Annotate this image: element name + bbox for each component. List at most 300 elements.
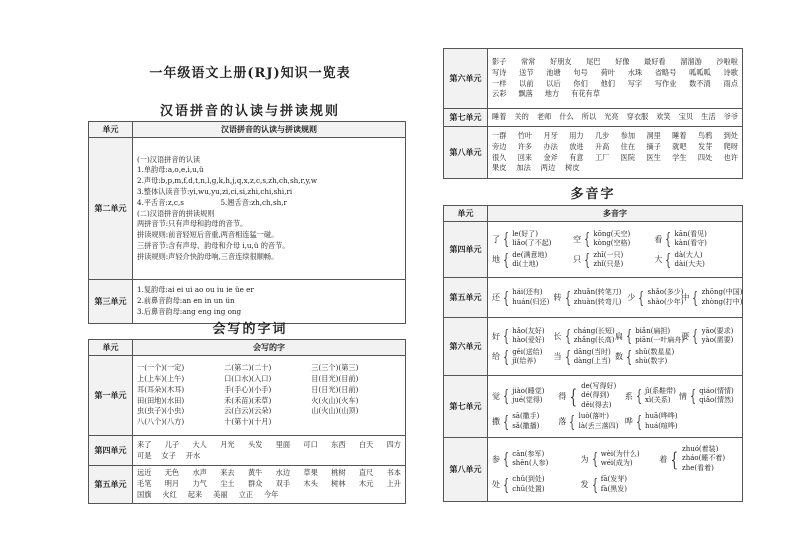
polyphone-entry — [654, 251, 735, 270]
polyphone-entry — [681, 287, 743, 307]
polyphone-char: 哗 — [624, 417, 633, 427]
word: 头发 — [247, 439, 263, 449]
reading: cān(参军) — [512, 449, 545, 458]
text-line: 两拼音节:只有声母和韵母的音节。 — [137, 219, 248, 229]
polyphone-char: 中 — [681, 293, 690, 302]
word: 月光 — [220, 439, 235, 449]
polyphone-char: 为 — [580, 454, 589, 464]
brace-icon: { — [689, 386, 697, 406]
word: 月牙 — [543, 130, 558, 140]
word: 禾(禾苗)(禾草) — [224, 395, 272, 405]
word: 影子 — [492, 56, 507, 66]
table-header — [444, 206, 743, 222]
reading: dà(大人) — [674, 250, 703, 259]
reading: shù(数字) — [635, 356, 668, 365]
word-row — [137, 468, 401, 479]
polyphone-entry — [492, 327, 554, 346]
word: 一样 — [492, 78, 507, 88]
table-row — [444, 109, 743, 127]
word: 四处 — [697, 152, 713, 162]
reading: kòng(空格) — [593, 239, 631, 248]
word: 二(第二)(二十) — [224, 363, 272, 373]
polyphone-char: 情 — [678, 391, 687, 401]
brace-icon: { — [564, 326, 571, 346]
word: 女子 — [161, 450, 176, 460]
reading: cháng(长短) — [573, 326, 615, 335]
unit-label: 第四单元 — [444, 222, 488, 278]
reading: jì(系鞋带) — [645, 386, 676, 395]
text-line: (二)汉语拼音的拼读规则 — [137, 208, 215, 218]
write-section-title: 会写的字词 — [212, 322, 288, 337]
polyphone-entry — [492, 382, 558, 410]
word: 国旗 — [137, 489, 152, 499]
column-header: 单元 — [89, 340, 133, 356]
word: 耳(耳朵)(木耳) — [137, 384, 185, 394]
word: 溜溜游 — [680, 56, 702, 66]
polyphone-unit7 — [488, 376, 743, 438]
pinyin-rules-unit2 — [133, 138, 406, 280]
word: 明月 — [164, 479, 180, 489]
polyphone-char: 空 — [573, 234, 582, 244]
word: 尾巴 — [586, 56, 601, 66]
polyphone-entry — [492, 348, 554, 367]
reading: shǎo(多少) — [647, 288, 684, 297]
word-row — [492, 68, 738, 79]
brace-icon: { — [503, 249, 510, 269]
polyphone-char: 着 — [659, 454, 668, 464]
word: 黄牛 — [247, 468, 263, 478]
unit-label: 第八单元 — [444, 127, 488, 179]
word: 常常 — [520, 56, 536, 66]
word: 起来 — [187, 489, 203, 499]
table-header — [89, 340, 406, 356]
write-table-continued — [443, 48, 743, 179]
word-row — [492, 112, 738, 123]
word: 以前 — [519, 78, 534, 88]
word: 旁边 — [492, 141, 507, 151]
word: 洞里 — [646, 130, 661, 140]
unit-label: 第六单元 — [444, 49, 488, 109]
reading: kàn(看守) — [674, 239, 707, 248]
reading: sǎ(撒播) — [512, 421, 540, 430]
unit-label: 第一单元 — [89, 356, 133, 436]
brace-icon: { — [626, 326, 633, 346]
word: 放进 — [569, 141, 584, 151]
reading: huán(归还) — [512, 297, 550, 306]
word: 到处 — [723, 130, 738, 140]
reading: dé(得到) — [581, 391, 610, 400]
reading: de(写得好) — [581, 381, 617, 390]
reading: biǎn(扁担) — [635, 326, 671, 335]
polyphone-char: 给 — [492, 352, 500, 362]
word-row — [137, 374, 401, 385]
word: 老师 — [536, 112, 552, 122]
word: 睡着 — [672, 130, 687, 140]
word: 生活 — [701, 112, 716, 122]
reading: zhǎng(长高) — [573, 336, 615, 345]
word: 果皮 — [492, 163, 507, 173]
reading: sā(撒手) — [512, 412, 540, 421]
unit-label: 第四单元 — [89, 436, 133, 466]
polyphone-char: 觉 — [492, 391, 500, 401]
word: 山(火山)(山顶) — [311, 406, 359, 416]
polyphone-table — [443, 205, 743, 502]
reading: yāo(要求) — [701, 326, 734, 335]
word: 虫(虫子)(小虫) — [137, 406, 185, 416]
word: 一(一个)(一定) — [137, 363, 185, 373]
word: 地方 — [544, 89, 560, 99]
word: 用力 — [569, 130, 584, 140]
polyphone-unit6 — [488, 318, 743, 376]
text-line: 三拼音节:含有声母、韵母和介母 i,u,ü 的音节。 — [137, 240, 290, 250]
polyphone-unit4 — [488, 222, 743, 278]
word-row — [137, 417, 401, 428]
polyphone-entry — [581, 445, 660, 473]
polyphone-entry — [492, 475, 581, 494]
word: 竹叶 — [517, 130, 533, 140]
word: 关的 — [514, 112, 529, 122]
table-row — [89, 280, 406, 324]
word: 火(火山)(火车) — [311, 395, 359, 405]
polyphone-entry — [492, 230, 573, 249]
polyphone-char: 少 — [627, 293, 636, 302]
word: 有花有草 — [571, 89, 600, 99]
reading: wéi(成为) — [600, 459, 633, 468]
word-row — [137, 451, 401, 462]
word: 田(田地)(水田) — [137, 395, 185, 405]
word-row — [492, 142, 738, 153]
polyphone-entry — [681, 327, 735, 346]
polyphone-char: 要 — [681, 331, 690, 341]
polyphone-entry — [615, 326, 685, 346]
brace-icon: { — [503, 411, 510, 431]
reading: zhǐ(只是) — [593, 259, 624, 268]
word: 送节 — [519, 67, 534, 77]
pinyin-table — [88, 121, 406, 324]
word: 水声 — [192, 468, 207, 478]
word: 就吧 — [672, 141, 687, 151]
word: 两边 — [540, 163, 556, 173]
table-row — [89, 436, 406, 466]
word: 光亮 — [604, 112, 619, 122]
brace-icon: { — [503, 386, 510, 406]
word: 水珠 — [627, 67, 643, 77]
write-unit4 — [133, 436, 406, 466]
table-row — [89, 466, 406, 504]
write-unit1 — [133, 356, 406, 436]
reading: qiǎo(情然) — [699, 396, 734, 405]
word: 日(日光)(日前) — [311, 384, 359, 394]
word: 桃树 — [331, 468, 346, 478]
word: 写字 — [627, 78, 643, 88]
unit-label: 第六单元 — [444, 318, 488, 376]
word: 工厂 — [594, 152, 610, 162]
polyphone-entry — [554, 348, 616, 367]
unit-label: 第八单元 — [444, 438, 488, 502]
word-row — [137, 490, 401, 501]
reading: jué(觉得) — [512, 396, 543, 405]
column-header: 单元 — [444, 206, 488, 222]
word: 来了 — [137, 439, 152, 449]
polyphone-char: 当 — [553, 352, 562, 362]
brace-icon: { — [692, 287, 699, 307]
text-line: 拼读规则:前音轻短后音重,两音相连猛一碰。 — [137, 230, 279, 240]
brace-icon: { — [503, 287, 510, 307]
table-row — [444, 438, 743, 502]
word: 宝贝 — [678, 112, 694, 122]
word: 句号 — [573, 67, 588, 77]
word: 好朋友 — [549, 56, 572, 66]
word: 群众 — [247, 479, 263, 489]
reading: piān(一叶扁舟) — [635, 336, 685, 345]
word: 住在 — [620, 141, 636, 151]
table-row — [444, 49, 743, 109]
polyphone-unit8 — [488, 438, 743, 502]
word-row — [137, 406, 401, 417]
brace-icon: { — [569, 384, 578, 409]
polyphone-entry — [554, 327, 616, 346]
word: 金斧 — [543, 152, 558, 162]
page-title: 一年级语文上册(RJ)知识一览表 — [149, 66, 351, 81]
brace-icon: { — [665, 249, 672, 269]
write-unit5 — [133, 466, 406, 504]
polyphone-char: 处 — [492, 480, 500, 490]
reading: liǎo(了不起) — [512, 239, 552, 248]
word: 几步 — [594, 130, 610, 140]
polyphone-entry — [558, 412, 624, 431]
pinyin-section-title: 汉语拼音的认读与拼读规则 — [159, 104, 340, 119]
word-row — [137, 396, 401, 407]
word: 云彩 — [492, 89, 507, 99]
word: 参加 — [620, 130, 636, 140]
polyphone-char: 系 — [624, 391, 633, 401]
polyphone-char: 落 — [558, 417, 567, 427]
reading: děi(得去) — [581, 400, 612, 409]
reading: gěi(送给) — [512, 347, 543, 356]
reading: le(好了) — [512, 229, 539, 238]
polyphone-entry — [659, 445, 735, 473]
polyphone-char: 了 — [492, 234, 500, 244]
reading: zháo(睡不着) — [682, 454, 726, 463]
column-header: 会写的字 — [133, 340, 406, 356]
word: 鸟鸦 — [697, 130, 713, 140]
polyphone-char: 好 — [492, 331, 500, 341]
polyphone-entry — [627, 287, 684, 307]
reading: yào(需要) — [701, 336, 734, 345]
word: 尘土 — [220, 479, 235, 489]
column-header: 汉语拼音的认读与拼读规则 — [133, 122, 406, 138]
reading: huá(喧哗) — [645, 421, 678, 430]
table-row — [89, 356, 406, 436]
word: 八(八个)(八方) — [137, 417, 185, 427]
column-header: 多音字 — [488, 206, 743, 222]
word: 爬呀 — [723, 141, 738, 151]
reading: zhī(一只) — [593, 250, 624, 259]
word: 十(第十)(十月) — [224, 417, 272, 427]
word: 树林 — [331, 479, 346, 489]
reading: zhuó(着装) — [682, 444, 719, 453]
word: 上(上车)(上午) — [137, 373, 185, 383]
word: 什么 — [559, 112, 574, 122]
polyphone-char: 数 — [615, 352, 623, 362]
text-line: 1.单韵母:a,o,e,i,u,ü — [137, 165, 204, 175]
word: 四方 — [386, 439, 401, 449]
table-row — [444, 376, 743, 438]
polyphone-section-title: 多音字 — [570, 187, 616, 202]
word: 办法 — [543, 141, 558, 151]
unit-label: 第二单元 — [89, 138, 133, 280]
polyphone-entry — [554, 288, 628, 307]
word: 美丽 — [213, 489, 228, 499]
polyphone-entry — [573, 251, 654, 270]
word: 写诗 — [492, 67, 507, 77]
word: 树皮 — [565, 163, 580, 173]
word: 手(手心)(小手) — [224, 384, 272, 394]
table-row — [444, 318, 743, 376]
polyphone-char: 只 — [573, 255, 582, 265]
reading: kān(看见) — [674, 229, 707, 238]
polyphone-entry — [492, 412, 558, 431]
word: 东西 — [331, 439, 346, 449]
reading: dài(大夫) — [674, 259, 705, 268]
word: 可口 — [303, 439, 318, 449]
reading: dì(土地) — [512, 259, 539, 268]
word: 回来 — [517, 152, 533, 162]
polyphone-entry — [573, 230, 654, 249]
word: 有意 — [569, 152, 584, 162]
brace-icon: { — [635, 386, 642, 406]
reading: hào(爱好) — [512, 336, 545, 345]
reading: xì(关系) — [645, 396, 671, 405]
word: 云(白云)(云朵) — [224, 406, 272, 416]
brace-icon: { — [591, 449, 598, 469]
pinyin-rules-unit3 — [133, 280, 406, 324]
polyphone-entry — [581, 475, 660, 494]
word: 毛笔 — [137, 479, 152, 489]
brace-icon: { — [503, 326, 510, 346]
word: 口(口水)(入口) — [224, 373, 272, 383]
reading: zhe(看着) — [682, 463, 714, 472]
brace-icon: { — [503, 346, 510, 366]
reading: dàng(上当) — [573, 356, 611, 365]
word: 上升 — [386, 479, 401, 489]
polyphone-entry — [625, 412, 699, 431]
table-row — [444, 127, 743, 179]
text-line: 2.声母:b,p,m,f,d,t,n,l,g,k,h,j,q,x,z,c,s,zh,ch,sh,r,y,w — [137, 176, 318, 186]
brace-icon: { — [665, 229, 672, 249]
polyphone-entry — [558, 382, 624, 410]
word: 雨点 — [723, 78, 738, 88]
write-unit6 — [488, 49, 743, 109]
polyphone-entry — [679, 382, 736, 410]
brace-icon: { — [635, 411, 642, 431]
reading: chǔ(处置) — [512, 484, 545, 493]
word: 写作业 — [654, 78, 677, 88]
word: 沙啦啦 — [716, 56, 738, 66]
polyphone-char: 还 — [492, 293, 500, 302]
word: 书本 — [386, 468, 401, 478]
word: 呱呱呱 — [689, 67, 711, 77]
word — [311, 417, 398, 428]
word: 池塘 — [546, 67, 561, 77]
reading: de(满意地) — [512, 250, 548, 259]
reading: fà(黑发) — [600, 484, 627, 493]
word: 草果 — [303, 468, 318, 478]
polyphone-char: 大 — [654, 255, 663, 265]
word: 好像 — [615, 56, 630, 66]
unit-label: 第五单元 — [89, 466, 133, 504]
reading: jiào(睡觉) — [512, 386, 545, 395]
polyphone-char: 参 — [492, 454, 500, 464]
reading: jǐ(给养) — [512, 356, 537, 365]
polyphone-char: 地 — [492, 255, 500, 265]
word-row — [492, 163, 738, 174]
word: 开水 — [185, 450, 201, 460]
word: 来去 — [220, 468, 235, 478]
word: 数不清 — [689, 78, 711, 88]
column-header: 单元 — [89, 122, 133, 138]
reading: luò(落叶) — [578, 412, 610, 421]
table-row — [89, 138, 406, 280]
text-line: 3.后鼻音韵母:ang eng ing ong — [137, 306, 242, 316]
word: 以后 — [546, 78, 561, 88]
word: 学生 — [672, 152, 687, 162]
word: 荷叶 — [600, 67, 615, 77]
word: 立正 — [238, 489, 253, 499]
word: 大人 — [192, 439, 207, 449]
polyphone-char: 得 — [558, 391, 567, 401]
polyphone-char: 扁 — [615, 331, 623, 341]
word: 也许 — [723, 152, 738, 162]
word: 一群 — [492, 130, 507, 140]
write-unit7 — [488, 109, 743, 127]
polyphone-entry — [492, 288, 554, 307]
word: 目(目光)(目前) — [311, 373, 359, 383]
word: 欢笑 — [656, 112, 671, 122]
word: 所以 — [581, 112, 597, 122]
reading: dāng(当时) — [573, 347, 611, 356]
word: 摘子 — [646, 141, 661, 151]
reading: shēn(人参) — [512, 459, 549, 468]
reading: là(丢三落四) — [578, 421, 619, 430]
word: 诗歌 — [723, 67, 738, 77]
polyphone-char: 长 — [553, 331, 562, 341]
reading: hǎo(友好) — [512, 326, 545, 335]
unit-label: 第七单元 — [444, 109, 488, 127]
table-row — [444, 278, 743, 318]
word: 可是 — [137, 450, 152, 460]
brace-icon: { — [670, 447, 679, 472]
reading: chǔ(到处) — [512, 475, 545, 484]
reading: huā(哗哗) — [645, 412, 678, 421]
reading: qiáo(情情) — [699, 386, 734, 395]
word-row — [492, 57, 738, 68]
word: 木元 — [358, 479, 374, 489]
reading: zhōng(中国) — [701, 288, 743, 297]
text-line: 拼读规则:声轻介快韵母响,三音连续很顺畅。 — [137, 251, 279, 261]
word-row — [137, 440, 401, 451]
text-line: (一)汉语拼音的认读 — [137, 154, 201, 164]
word: 加法 — [516, 163, 531, 173]
brace-icon: { — [564, 287, 571, 307]
polyphone-entry — [625, 382, 679, 410]
word: 水边 — [275, 468, 291, 478]
write-table — [88, 339, 406, 504]
reading: fā(发芽) — [600, 475, 627, 484]
word-row — [492, 153, 738, 164]
reading: kōng(天空) — [593, 229, 631, 238]
reading: shǔ(数星星) — [635, 347, 675, 356]
